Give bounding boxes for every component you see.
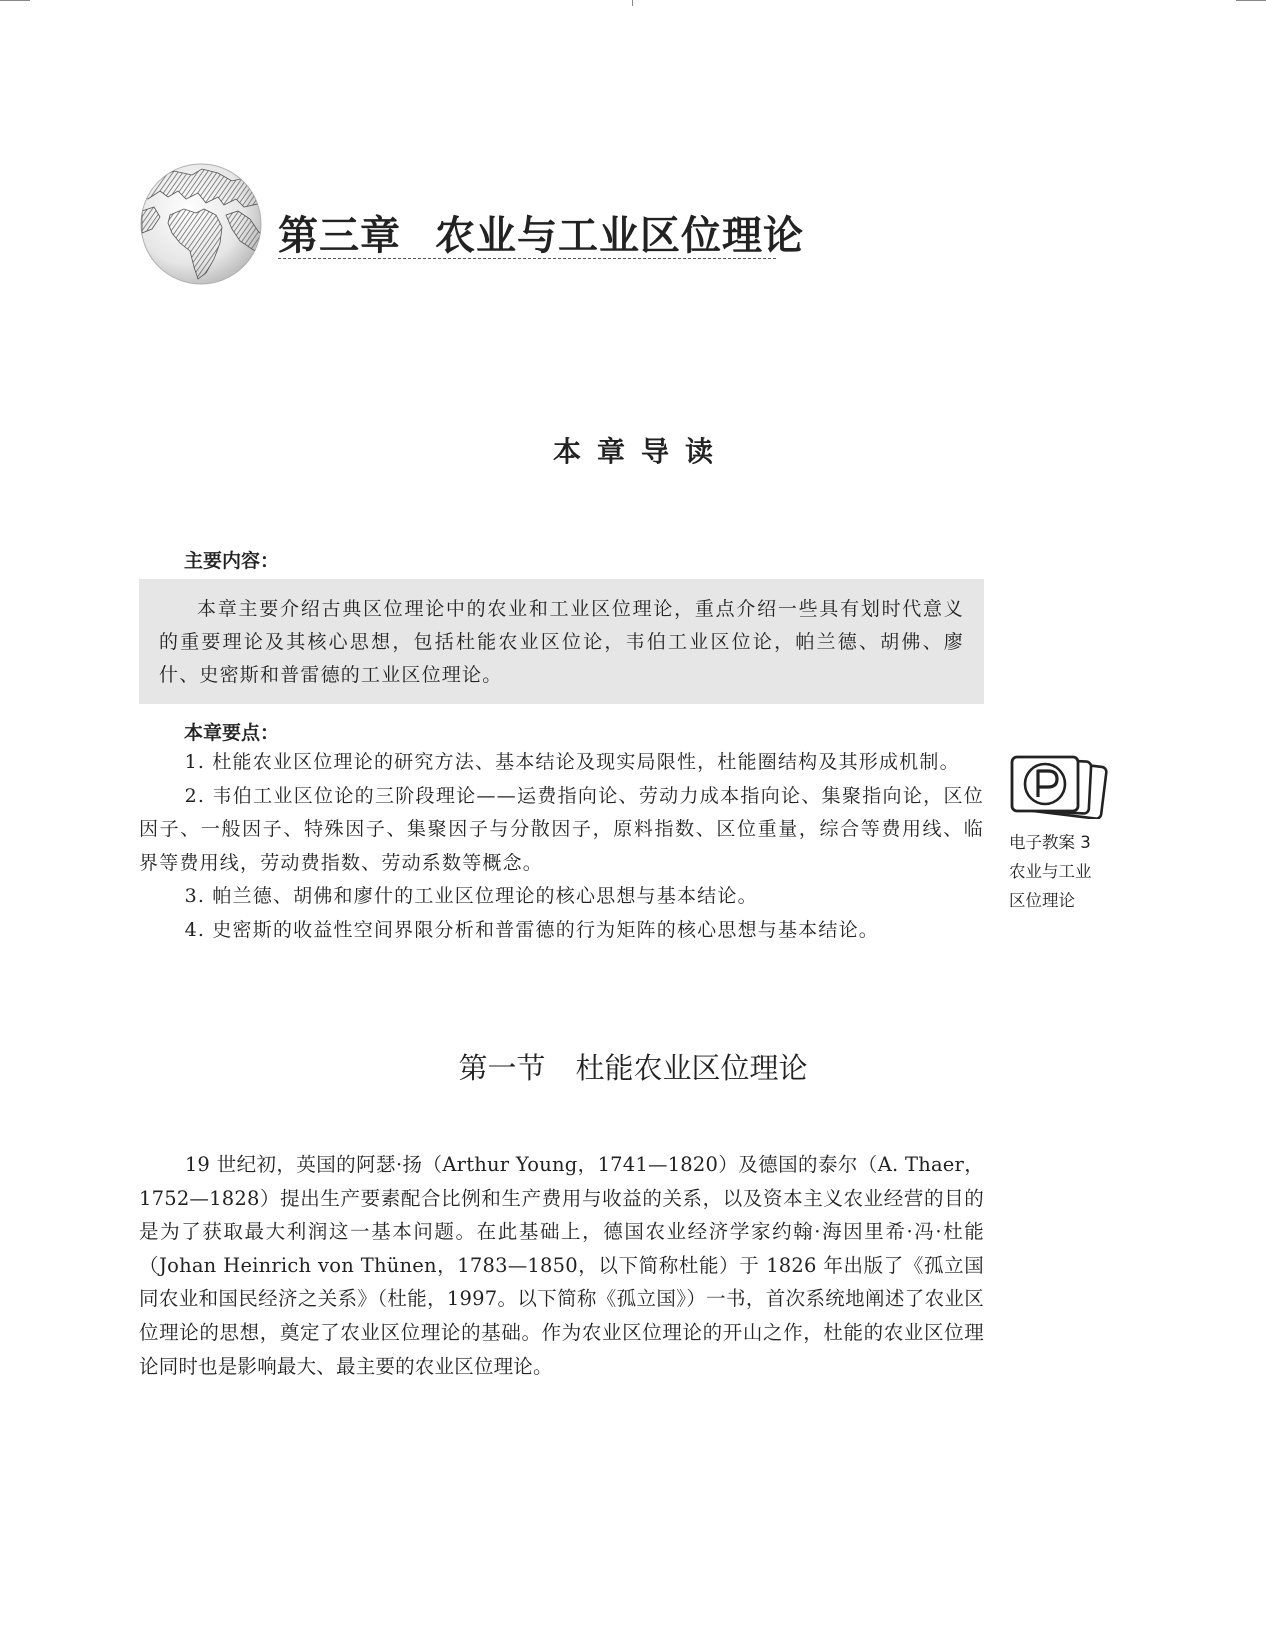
chapter-name: 农业与工业区位理论 <box>435 212 804 259</box>
main-content-label: 主要内容： <box>184 550 280 572</box>
body-paragraph: 19 世纪初，英国的阿瑟·扬（Arthur Young，1741—1820）及德国的泰尔（A. Thaer，1752—1828）提出生产要素配合比例和生产费用与收益的关系，以及资本主义农业经营的目的是为了获取最大利润这一基本问题。在此基础上，德国农业经济学家约翰·海因里希·冯·杜能（Johan Heinrich von Thünen，1783—1850，以下简称杜能）于 1826 年出版了《孤立国同农业和国民经济之关系》（杜能，1997。以下简称《孤立国》）一书，首次系统地阐述了农业区位理论的思想，奠定了农业区位理论的基础。作为农业区位理论的开山之作，杜能的农业区位理论同时也是影响最大、最主要的农业区位理论。 <box>139 1153 984 1378</box>
section-number: 第一节 <box>458 1051 546 1085</box>
section-title <box>0 1046 1266 1087</box>
ppt-courseware-icon <box>1010 755 1108 819</box>
chapter-number: 第三章 <box>278 212 401 259</box>
key-point-item: 4. 史密斯的收益性空间界限分析和普雷德的行为矩阵的核心思想与基本结论。 <box>184 918 879 941</box>
chapter-title <box>278 204 804 261</box>
crop-mark-left <box>0 0 30 1</box>
crop-mark-right <box>1236 0 1266 1</box>
crop-mark-center <box>632 0 633 6</box>
courseware-note-line: 区位理论 <box>1009 891 1075 910</box>
main-content-box <box>139 579 984 704</box>
courseware-note-line: 电子教案 3 <box>1009 833 1091 852</box>
chapter-guide-heading: 本章导读 <box>552 435 729 468</box>
key-points-list <box>139 746 984 947</box>
section-name: 杜能农业区位理论 <box>575 1051 808 1085</box>
title-underline <box>278 258 776 259</box>
main-content-text: 本章主要介绍古典区位理论中的农业和工业区位理论，重点介绍一些具有划时代意义的重要理论及其核心思想，包括杜能农业区位论，韦伯工业区位论，帕兰德、胡佛、廖什、史密斯和普雷德的工业区位理论。 <box>159 598 964 686</box>
key-point-item: 2. 韦伯工业区位论的三阶段理论——运费指向论、劳动力成本指向论、集聚指向论，区位因子、一般因子、特殊因子、集聚因子与分散因子，原料指数、区位重量，综合等费用线、临界等费用线，劳动费指数、劳动系数等概念。 <box>139 784 984 874</box>
globe-icon <box>140 163 262 285</box>
key-point-item: 1. 杜能农业区位理论的研究方法、基本结论及现实局限性，杜能圈结构及其形成机制。 <box>184 751 960 773</box>
courseware-note <box>1009 828 1119 915</box>
courseware-note-line: 农业与工业 <box>1009 862 1092 881</box>
key-point-item: 3. 帕兰德、胡佛和廖什的工业区位理论的核心思想与基本结论。 <box>184 885 758 907</box>
key-points-label: 本章要点： <box>184 722 280 744</box>
